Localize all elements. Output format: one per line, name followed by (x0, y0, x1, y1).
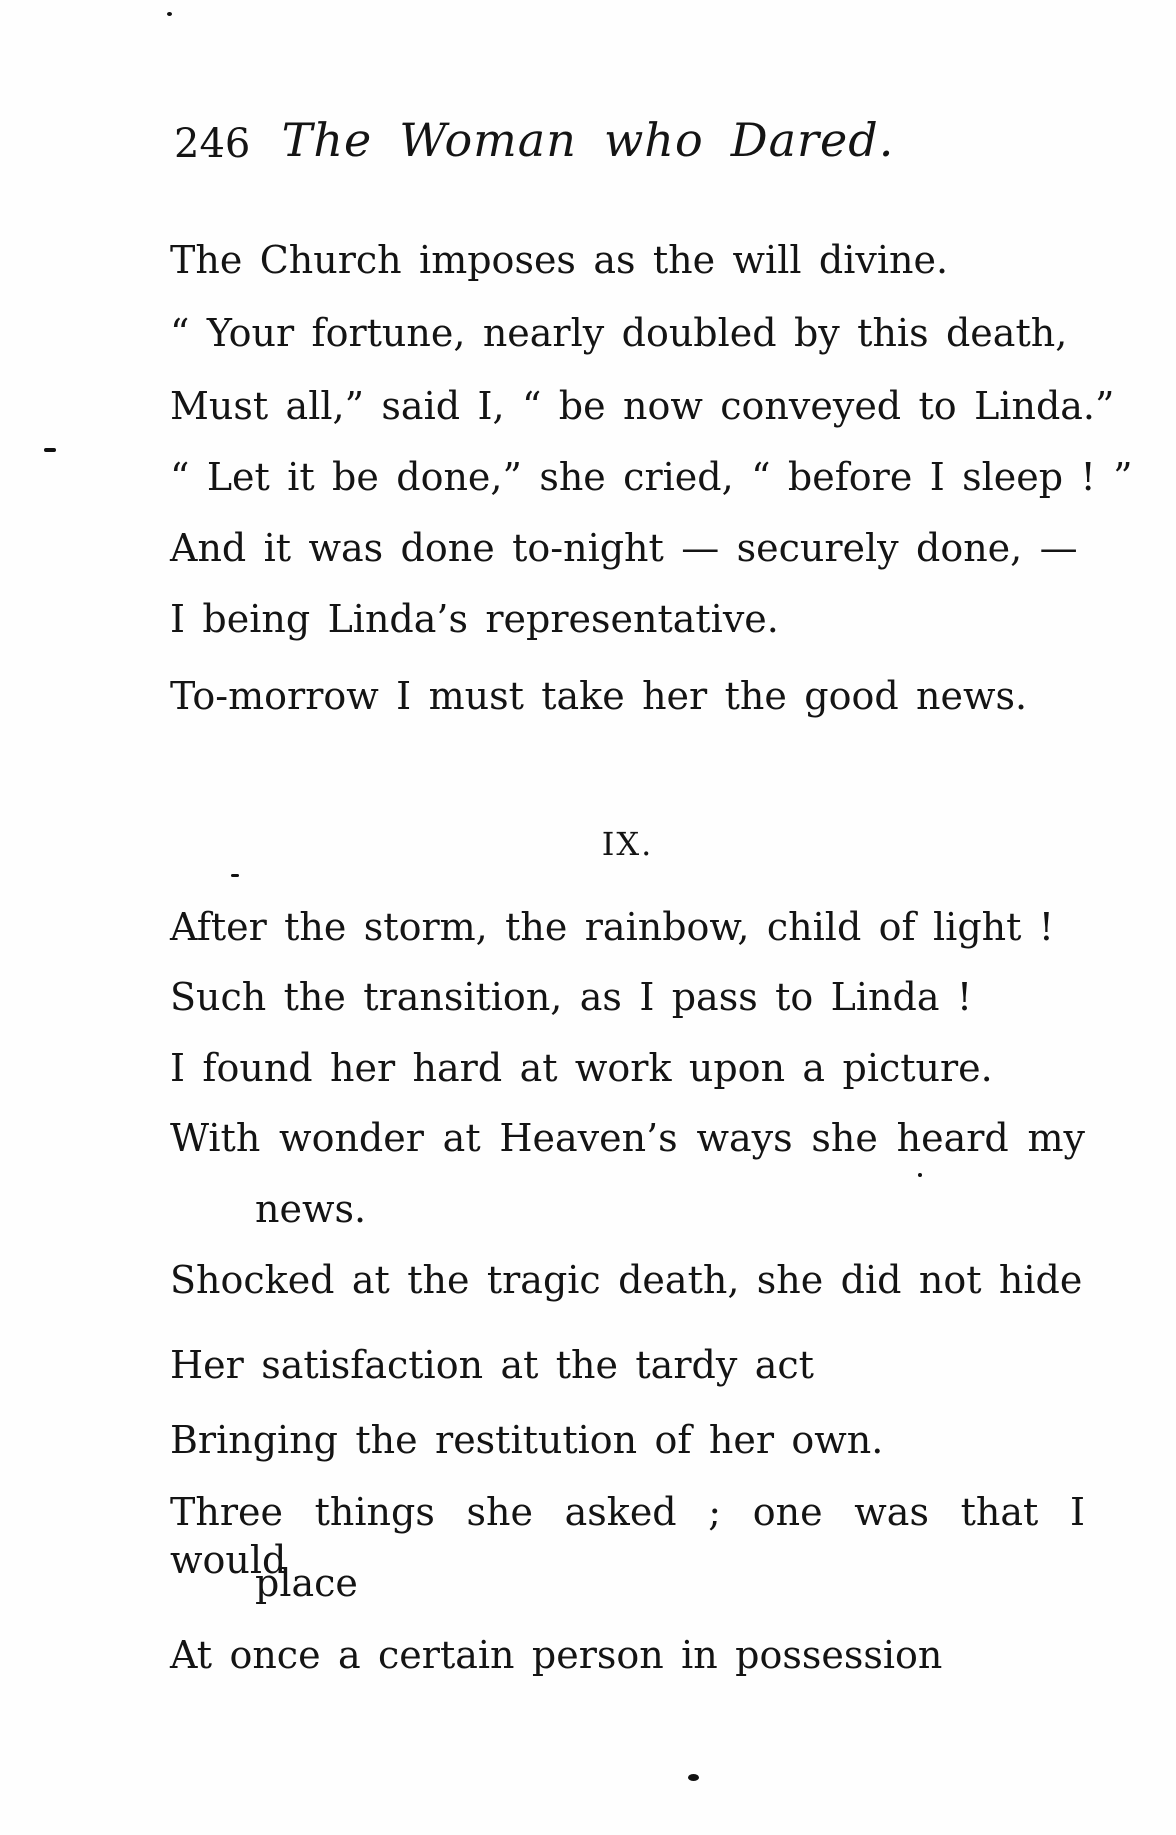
poem-line: Three things she asked ; one was that I would (170, 1490, 1085, 1582)
poem-line: Must all,” said I, “ be now conveyed to Linda.” (170, 384, 1115, 428)
page-number: 246 (174, 121, 251, 167)
poem-line: The Church imposes as the will divine. (170, 238, 949, 282)
poem-line: At once a certain person in possession (170, 1633, 943, 1677)
ink-speck (167, 12, 172, 16)
running-title: The Woman who Dared. (281, 113, 895, 167)
section-heading: IX. (601, 825, 654, 863)
poem-line: “ Your fortune, nearly doubled by this death, (170, 311, 1068, 355)
poem-line: “ Let it be done,” she cried, “ before I sleep ! ” (170, 455, 1133, 499)
ink-speck (918, 1173, 922, 1177)
poem-line: Such the transition, as I pass to Linda ! (170, 975, 973, 1019)
poem-line: And it was done to-night — securely done, — (170, 526, 1078, 570)
poem-line: Shocked at the tragic death, she did not hide (170, 1258, 1083, 1302)
poem-line: news. (255, 1187, 367, 1231)
poem-line: With wonder at Heaven’s ways she heard my (170, 1116, 1085, 1160)
poem-line: Her satisfaction at the tardy act (170, 1343, 814, 1387)
poem-line: To-morrow I must take her the good news. (170, 674, 1028, 718)
poem-line: I found her hard at work upon a picture. (170, 1046, 993, 1090)
poem-line: After the storm, the rainbow, child of light ! (170, 905, 1055, 949)
ink-speck (44, 448, 56, 452)
poem-line: Bringing the restitution of her own. (170, 1418, 884, 1462)
poem-line: place (255, 1561, 358, 1605)
ink-speck (231, 874, 239, 877)
poem-line: I being Linda’s representative. (170, 597, 779, 641)
ink-speck (688, 1774, 699, 1781)
